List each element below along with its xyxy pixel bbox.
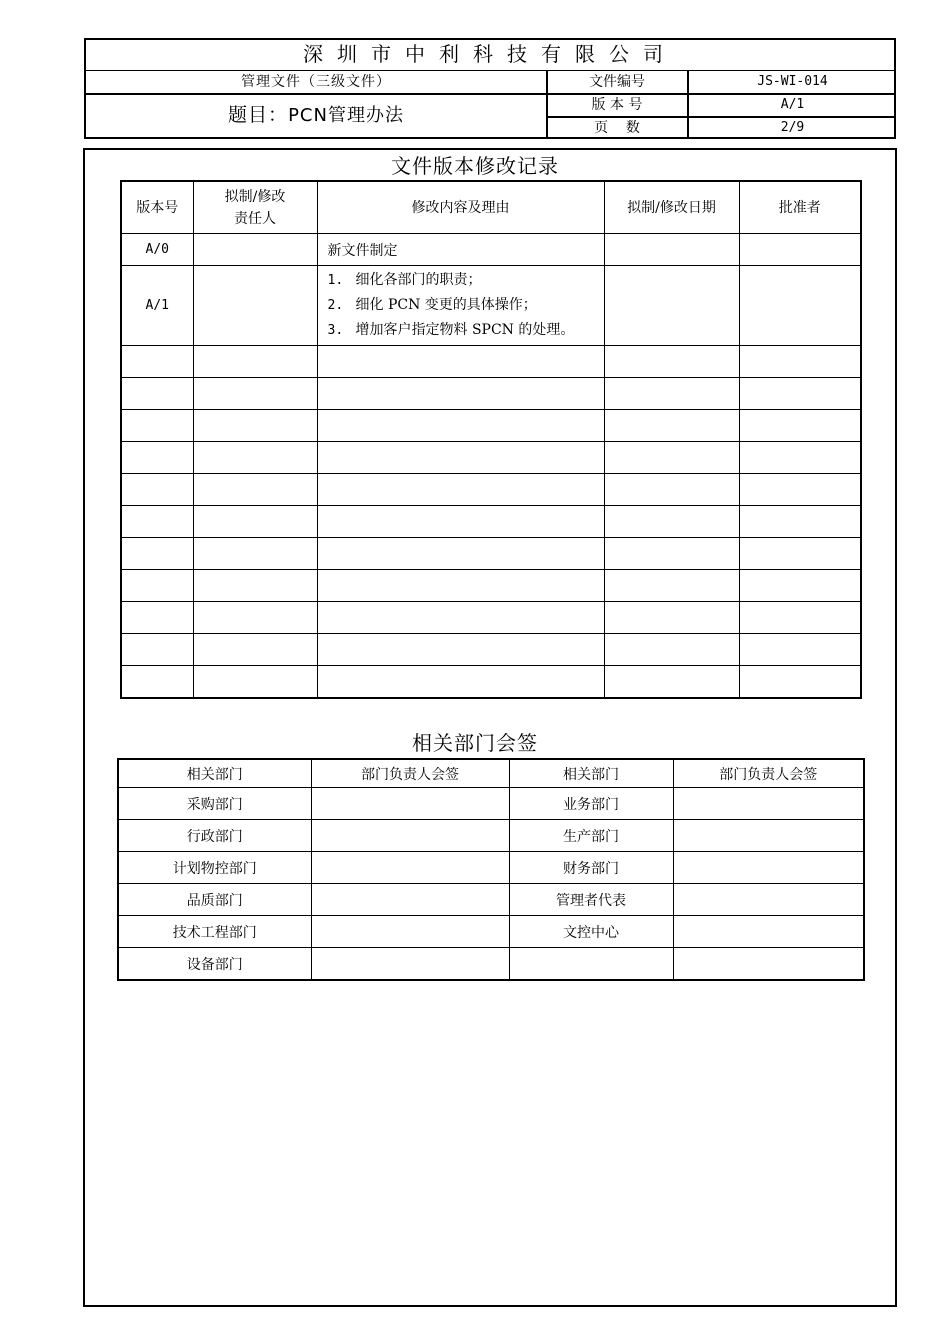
revision-empty-row [121, 666, 861, 699]
version-label: 版 本 号 [591, 97, 643, 113]
department-name [509, 948, 673, 981]
department-column-header: 相关部门 [509, 759, 673, 788]
signature-cell [673, 916, 864, 948]
revision-content-line: 3. 增加客户指定物料 SPCN 的处理。 [327, 322, 575, 338]
empty-cell [317, 666, 604, 699]
empty-cell [193, 442, 317, 474]
empty-cell [121, 442, 193, 474]
empty-cell [317, 538, 604, 570]
department-name: 财务部门 [509, 852, 673, 884]
revision-empty-row [121, 410, 861, 442]
department-name: 设备部门 [118, 948, 311, 981]
signature-cell [311, 852, 509, 884]
signature-cell [311, 948, 509, 981]
revision-content [317, 234, 604, 266]
department-column-header: 相关部门 [118, 759, 311, 788]
empty-cell [604, 506, 739, 538]
empty-cell [739, 410, 861, 442]
department-name: 管理者代表 [509, 884, 673, 916]
signoff-title: 相关部门会签 [412, 731, 538, 755]
signoff-row [118, 788, 864, 820]
revision-owner [193, 266, 317, 346]
empty-cell [121, 666, 193, 699]
empty-cell [121, 378, 193, 410]
empty-cell [121, 634, 193, 666]
empty-cell [739, 634, 861, 666]
col-version-header: 版本号 [121, 181, 193, 234]
empty-cell [739, 666, 861, 699]
empty-cell [604, 602, 739, 634]
revision-header-row [121, 181, 861, 234]
revision-content [317, 266, 604, 346]
revision-date [604, 234, 739, 266]
revision-empty-row [121, 570, 861, 602]
empty-cell [604, 410, 739, 442]
col-owner-header: 拟制/修改 责任人 [193, 181, 317, 234]
empty-cell [193, 378, 317, 410]
revision-empty-row [121, 474, 861, 506]
empty-cell [604, 666, 739, 699]
col-content-header: 修改内容及理由 [317, 181, 604, 234]
revision-empty-row [121, 538, 861, 570]
revision-content-line: 1. 细化各部门的职责； [327, 272, 482, 288]
revision-table [120, 180, 862, 699]
empty-cell [317, 570, 604, 602]
document-level: 管理文件（三级文件） [241, 74, 391, 90]
revision-row [121, 266, 861, 346]
revision-owner [193, 234, 317, 266]
empty-cell [604, 346, 739, 378]
signature-cell [673, 788, 864, 820]
signature-cell [311, 916, 509, 948]
empty-cell [193, 634, 317, 666]
empty-cell [193, 474, 317, 506]
empty-cell [317, 410, 604, 442]
empty-cell [604, 570, 739, 602]
empty-cell [739, 602, 861, 634]
signoff-row [118, 916, 864, 948]
revision-empty-row [121, 346, 861, 378]
empty-cell [739, 442, 861, 474]
empty-cell [121, 474, 193, 506]
signature-cell [311, 820, 509, 852]
empty-cell [604, 538, 739, 570]
empty-cell [193, 666, 317, 699]
department-name: 计划物控部门 [118, 852, 311, 884]
empty-cell [317, 634, 604, 666]
revision-content-line: 新文件制定 [327, 242, 398, 259]
signature-cell [311, 884, 509, 916]
revision-empty-row [121, 634, 861, 666]
revision-approver [739, 266, 861, 346]
revision-version: A/1 [121, 266, 193, 346]
empty-cell [739, 378, 861, 410]
empty-cell [193, 506, 317, 538]
signature-cell [673, 884, 864, 916]
empty-cell [739, 474, 861, 506]
signature-cell [673, 852, 864, 884]
signature-cell [673, 948, 864, 981]
department-name: 品质部门 [118, 884, 311, 916]
department-name: 业务部门 [509, 788, 673, 820]
empty-cell [193, 538, 317, 570]
pages-value: 2/9 [780, 120, 805, 135]
empty-cell [121, 506, 193, 538]
revision-row [121, 234, 861, 266]
empty-cell [121, 538, 193, 570]
department-name: 技术工程部门 [118, 916, 311, 948]
empty-cell [739, 538, 861, 570]
signature-cell [673, 820, 864, 852]
empty-cell [193, 410, 317, 442]
empty-cell [739, 346, 861, 378]
revision-empty-row [121, 506, 861, 538]
empty-cell [121, 570, 193, 602]
department-name: 生产部门 [509, 820, 673, 852]
empty-cell [317, 506, 604, 538]
document-title [86, 95, 546, 139]
empty-cell [604, 378, 739, 410]
revision-date [604, 266, 739, 346]
empty-cell [121, 602, 193, 634]
revision-content-line: 2. 细化 PCN 变更的具体操作； [327, 297, 537, 313]
document-header [84, 38, 896, 139]
doc-number-value: JS-WI-014 [757, 74, 828, 89]
empty-cell [121, 346, 193, 378]
department-name: 文控中心 [509, 916, 673, 948]
empty-cell [317, 602, 604, 634]
empty-cell [604, 634, 739, 666]
col-approver-header: 批准者 [739, 181, 861, 234]
revision-empty-row [121, 378, 861, 410]
empty-cell [739, 570, 861, 602]
version-value: A/1 [780, 97, 805, 112]
signoff-row [118, 884, 864, 916]
title-label: 题目： [228, 104, 289, 126]
empty-cell [604, 474, 739, 506]
pages-label: 页 数 [594, 120, 640, 136]
empty-cell [121, 410, 193, 442]
title-text: PCN管理办法 [288, 105, 404, 126]
signoff-table [117, 758, 865, 981]
empty-cell [317, 378, 604, 410]
empty-cell [193, 602, 317, 634]
department-name: 采购部门 [118, 788, 311, 820]
company-name: 深圳市中利科技有限公司 [86, 40, 894, 71]
signoff-header-row [118, 759, 864, 788]
doc-number-label: 文件编号 [589, 74, 645, 90]
department-name: 行政部门 [118, 820, 311, 852]
revision-approver [739, 234, 861, 266]
col-date-header: 拟制/修改日期 [604, 181, 739, 234]
signoff-row [118, 820, 864, 852]
empty-cell [193, 570, 317, 602]
signature-cell [311, 788, 509, 820]
revision-record-title: 文件版本修改记录 [391, 154, 559, 178]
signature-column-header: 部门负责人会签 [673, 759, 864, 788]
revision-empty-row [121, 442, 861, 474]
revision-empty-row [121, 602, 861, 634]
signoff-row [118, 948, 864, 981]
empty-cell [317, 442, 604, 474]
signoff-row [118, 852, 864, 884]
empty-cell [739, 506, 861, 538]
empty-cell [604, 442, 739, 474]
empty-cell [317, 474, 604, 506]
empty-cell [193, 346, 317, 378]
revision-version: A/0 [121, 234, 193, 266]
empty-cell [317, 346, 604, 378]
signature-column-header: 部门负责人会签 [311, 759, 509, 788]
